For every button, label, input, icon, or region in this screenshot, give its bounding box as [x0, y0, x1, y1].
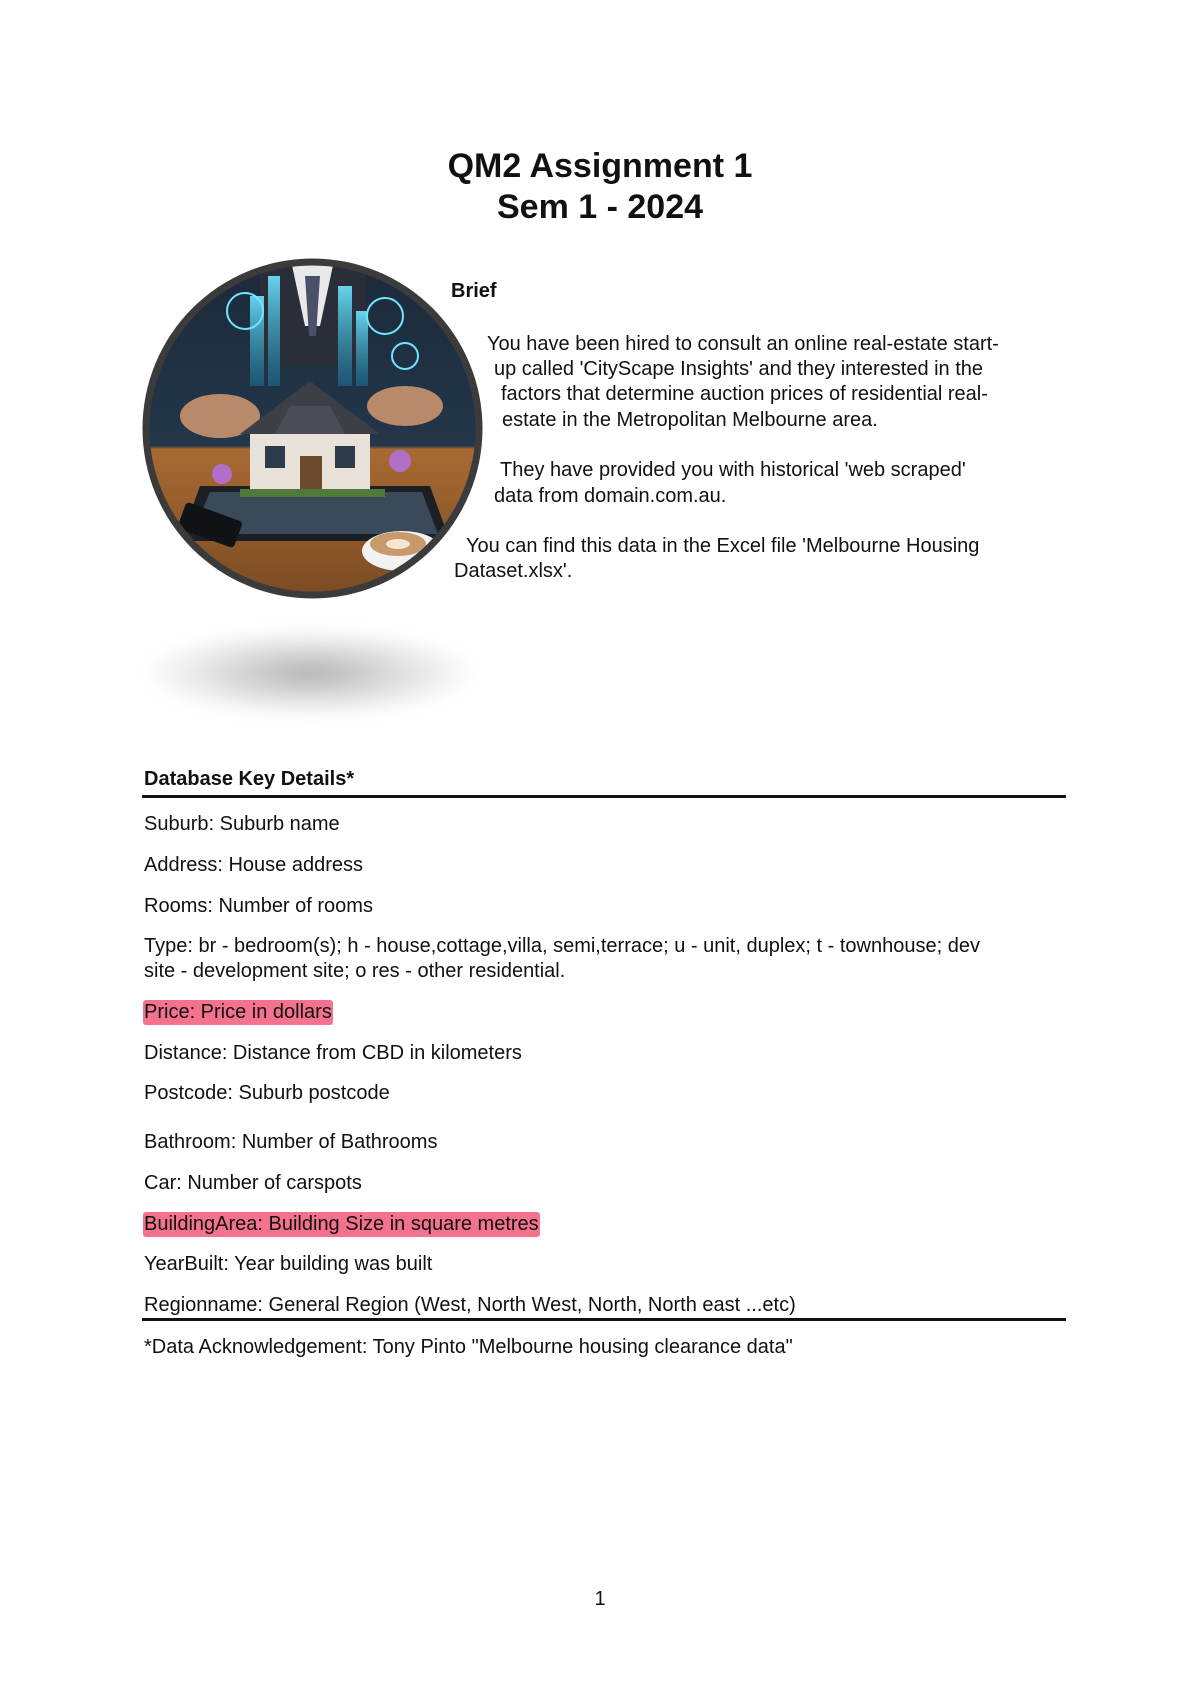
field-type: Type: br - bedroom(s); h - house,cottage,villa, semi,terrace; u - unit, duplex; t - townhouse; dev — [144, 935, 980, 957]
field-type-continued: site - development site; o res - other residential. — [144, 960, 566, 982]
brief-line: factors that determine auction prices of residential real- — [501, 383, 988, 405]
brief-line: up called 'CityScape Insights' and they interested in the — [494, 358, 984, 380]
document-title: QM2 Assignment 1 — [447, 147, 753, 185]
field-car: Car: Number of carspots — [144, 1172, 362, 1194]
brief-line: You have been hired to consult an online real-estate start- — [487, 333, 999, 355]
brief-line: data from domain.com.au. — [494, 485, 727, 507]
page-number: 1 — [594, 1588, 606, 1610]
field-regionname: Regionname: General Region (West, North West, North, North east ...etc) — [144, 1294, 796, 1316]
field-price: Price: Price in dollars — [144, 1001, 332, 1023]
brief-line: estate in the Metropolitan Melbourne area. — [502, 409, 878, 431]
database-heading: Database Key Details* — [144, 768, 355, 790]
illustration-shadow — [145, 628, 475, 718]
brief-heading: Brief — [451, 280, 497, 302]
house-illustration — [140, 256, 485, 601]
field-bathroom: Bathroom: Number of Bathrooms — [144, 1131, 438, 1153]
field-building-area: BuildingArea: Building Size in square metres — [144, 1213, 539, 1235]
field-year-built: YearBuilt: Year building was built — [144, 1253, 433, 1275]
data-acknowledgement: *Data Acknowledgement: Tony Pinto "Melbourne housing clearance data" — [144, 1336, 793, 1358]
field-address: Address: House address — [144, 854, 364, 876]
brief-line: You can find this data in the Excel file 'Melbourne Housing — [466, 535, 980, 557]
document-subtitle: Sem 1 - 2024 — [496, 188, 704, 226]
field-rooms: Rooms: Number of rooms — [144, 895, 373, 917]
top-divider — [142, 795, 1066, 798]
field-suburb: Suburb: Suburb name — [144, 813, 340, 835]
bottom-divider — [142, 1318, 1066, 1321]
brief-line: Dataset.xlsx'. — [454, 560, 573, 582]
brief-line: They have provided you with historical 'web scraped' — [500, 459, 966, 481]
field-postcode: Postcode: Suburb postcode — [144, 1082, 390, 1104]
field-distance: Distance: Distance from CBD in kilometers — [144, 1042, 522, 1064]
